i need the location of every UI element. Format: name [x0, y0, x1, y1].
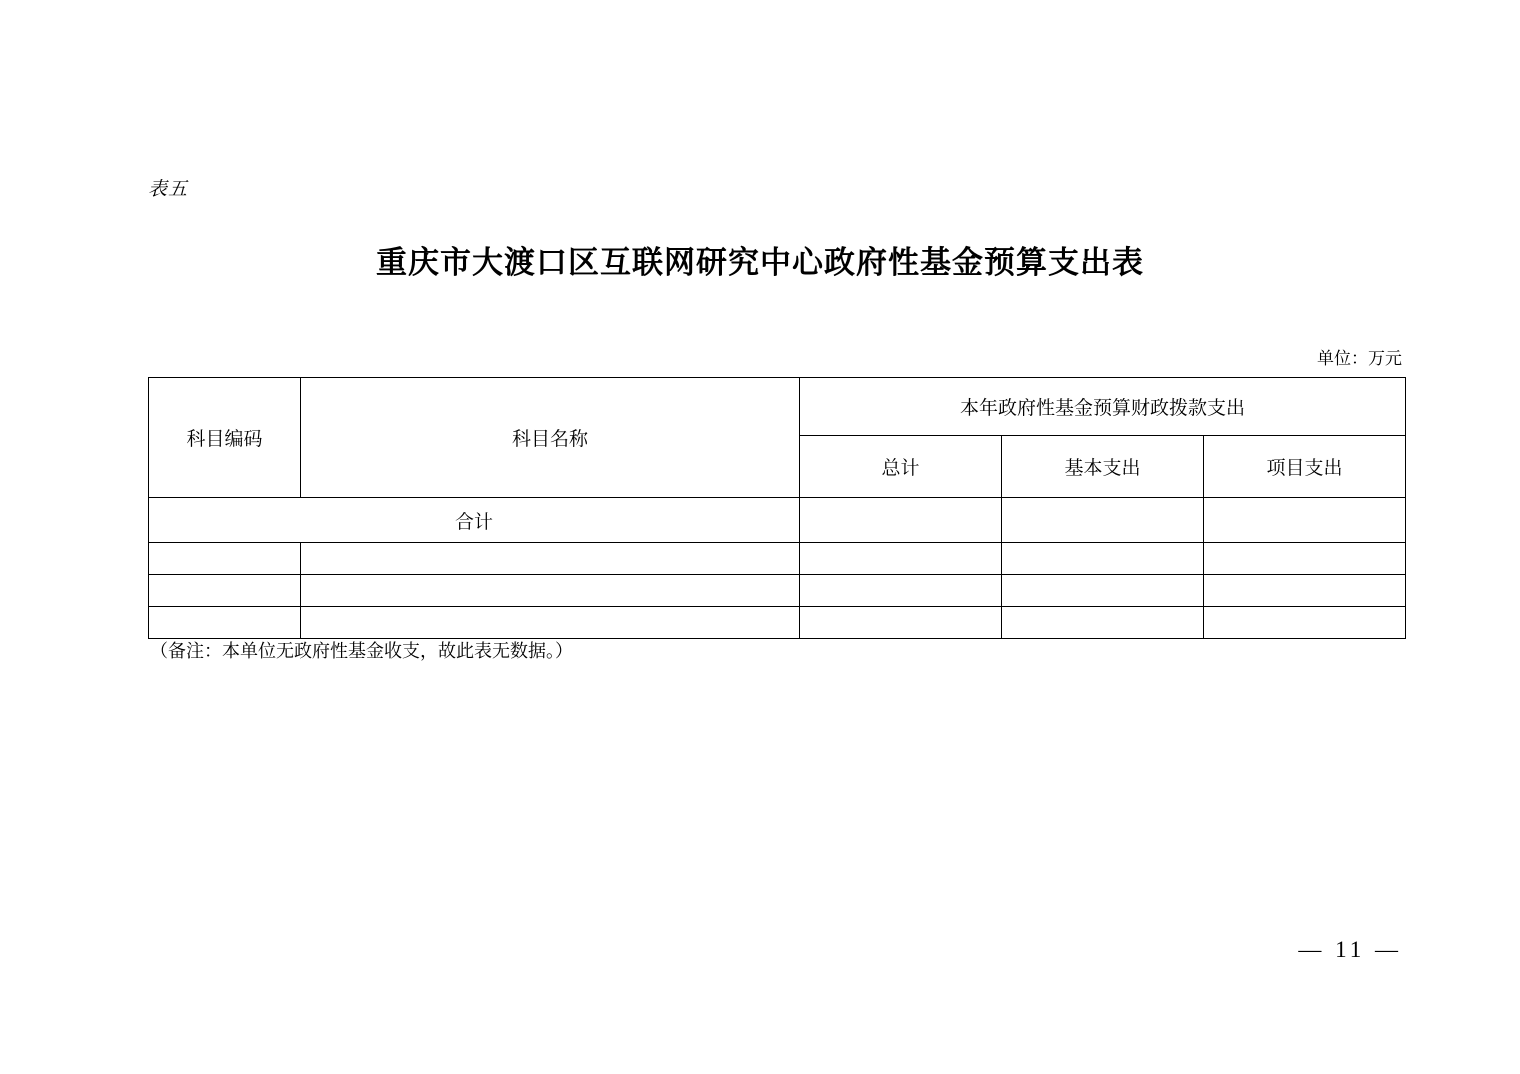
- header-subject-name: 科目名称: [301, 378, 800, 498]
- table-row: [149, 543, 1406, 575]
- row-total-sum: [800, 498, 1002, 543]
- row-total-basic: [1002, 498, 1204, 543]
- row-project: [1204, 575, 1406, 607]
- table-row: [149, 607, 1406, 639]
- row-sum: [800, 575, 1002, 607]
- row-total-label: 合计: [149, 498, 800, 543]
- row-project: [1204, 607, 1406, 639]
- form-label: 表五: [148, 179, 189, 200]
- row-total-project: [1204, 498, 1406, 543]
- page-number: — 11 —: [1298, 937, 1402, 962]
- row-project: [1204, 543, 1406, 575]
- header-subject-code: 科目编码: [149, 378, 301, 498]
- page-title: 重庆市大渡口区互联网研究中心政府性基金预算支出表: [376, 245, 1144, 280]
- unit-note: 单位：万元: [1317, 349, 1402, 368]
- row-name: [301, 543, 800, 575]
- header-basic-expenditure: 基本支出: [1002, 436, 1204, 498]
- row-code: [149, 607, 301, 639]
- budget-table: [148, 377, 1406, 639]
- header-group-expenditure: 本年政府性基金预算财政拨款支出: [800, 378, 1406, 436]
- row-basic: [1002, 575, 1204, 607]
- row-basic: [1002, 607, 1204, 639]
- row-basic: [1002, 543, 1204, 575]
- header-project-expenditure: 项目支出: [1204, 436, 1406, 498]
- row-name: [301, 575, 800, 607]
- table-remark: （备注：本单位无政府性基金收支，故此表无数据。）: [150, 641, 573, 661]
- table-header-row-1: [149, 378, 1406, 436]
- row-sum: [800, 543, 1002, 575]
- header-total: 总计: [800, 436, 1002, 498]
- table-row: [149, 498, 1406, 543]
- row-sum: [800, 607, 1002, 639]
- table-row: [149, 575, 1406, 607]
- row-code: [149, 575, 301, 607]
- row-name: [301, 607, 800, 639]
- row-code: [149, 543, 301, 575]
